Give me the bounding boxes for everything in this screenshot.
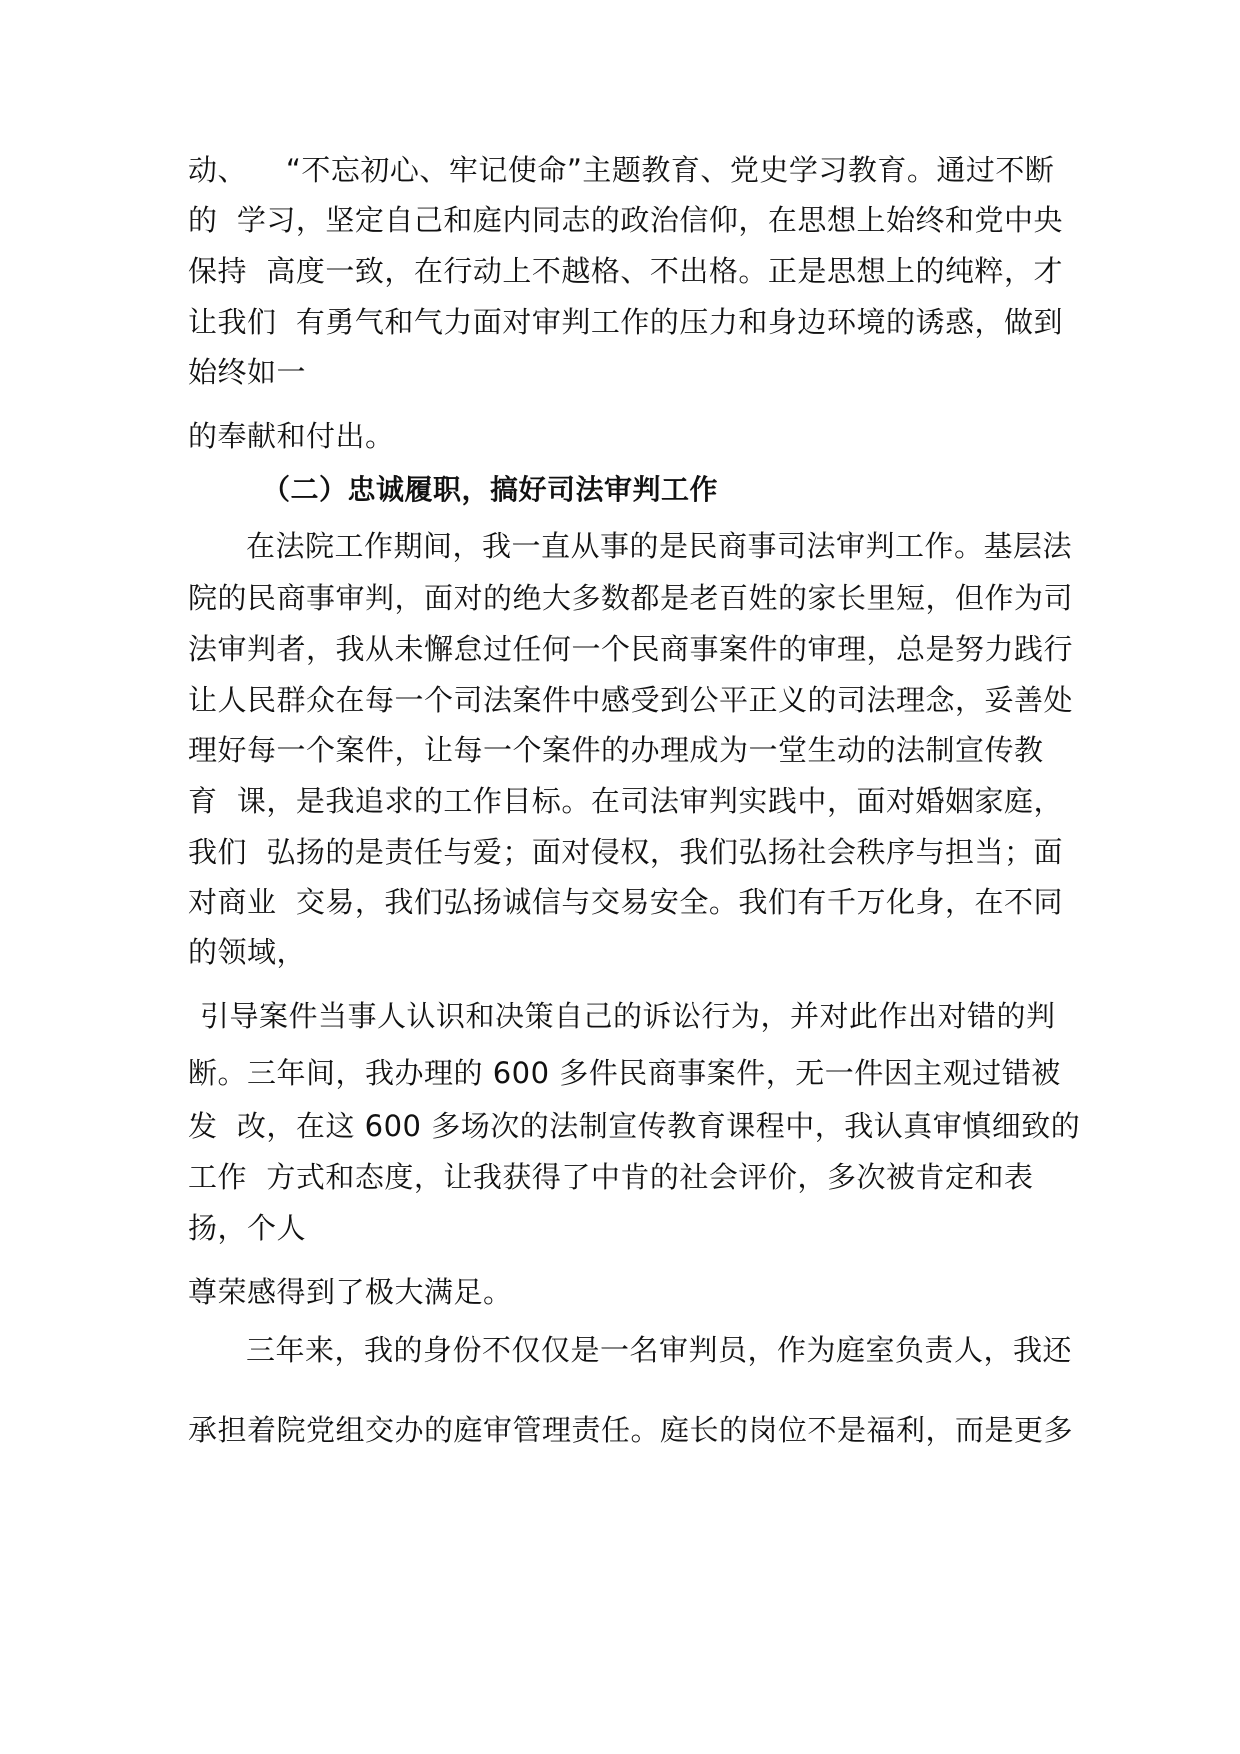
paragraph-line: 对商业 交易，我们弘扬诚信与交易安全。我们有千万化身，在不同 xyxy=(188,885,1063,919)
paragraph-line: 三年来，我的身份不仅仅是一名审判员，作为庭室负责人，我还 xyxy=(246,1333,1073,1367)
paragraph-line: 尊荣感得到了极大满足。 xyxy=(188,1275,513,1309)
paragraph-line: 法审判者，我从未懈怠过任何一个民商事案件的审理，总是努力践行 xyxy=(188,632,1074,666)
paragraph-line: 工作 方式和态度，让我获得了中肯的社会评价，多次被肯定和表 xyxy=(188,1160,1034,1194)
paragraph-line: 承担着院党组交办的庭审管理责任。庭长的岗位不是福利，而是更多 xyxy=(188,1413,1074,1447)
paragraph-line: 育 课，是我追求的工作目标。在司法审判实践中，面对婚姻家庭， xyxy=(188,784,1063,818)
paragraph-line: 扬，个人 xyxy=(188,1211,307,1245)
paragraph-line: 让我们 有勇气和气力面对审判工作的压力和身边环境的诱惑，做到 xyxy=(188,305,1063,339)
paragraph-line: 的 学习，坚定自己和庭内同志的政治信仰，在思想上始终和党中央 xyxy=(188,203,1063,237)
paragraph-line: 在法院工作期间，我一直从事的是民商事司法审判工作。基层法 xyxy=(246,529,1073,563)
paragraph-line: 理好每一个案件，让每一个案件的办理成为一堂生动的法制宣传教 xyxy=(188,733,1044,767)
section-heading: （二）忠诚履职，搞好司法审判工作 xyxy=(262,473,719,506)
paragraph-line: 的领域， xyxy=(188,935,307,969)
paragraph-line: 我们 弘扬的是责任与爱；面对侵权，我们弘扬社会秩序与担当；面 xyxy=(188,835,1063,869)
paragraph-line: 发 改，在这 600 多场次的法制宣传教育课程中，我认真审慎细致的 xyxy=(188,1109,1081,1143)
paragraph-line: 让人民群众在每一个司法案件中感受到公平正义的司法理念，妥善处 xyxy=(188,683,1074,717)
paragraph-line: 动、 “不忘初心、牢记使命”主题教育、党史学习教育。通过不断 xyxy=(188,153,1055,187)
paragraph-line: 的奉献和付出。 xyxy=(188,419,395,453)
paragraph-line: 引导案件当事人认识和决策自己的诉讼行为，并对此作出对错的判 xyxy=(200,999,1056,1033)
paragraph-line: 院的民商事审判，面对的绝大多数都是老百姓的家长里短，但作为司 xyxy=(188,581,1074,615)
paragraph-line: 断。三年间，我办理的 600 多件民商事案件，无一件因主观过错被 xyxy=(188,1056,1061,1090)
paragraph-line: 始终如一 xyxy=(188,355,307,389)
paragraph-line: 保持 高度一致，在行动上不越格、不出格。正是思想上的纯粹，才 xyxy=(188,254,1063,288)
